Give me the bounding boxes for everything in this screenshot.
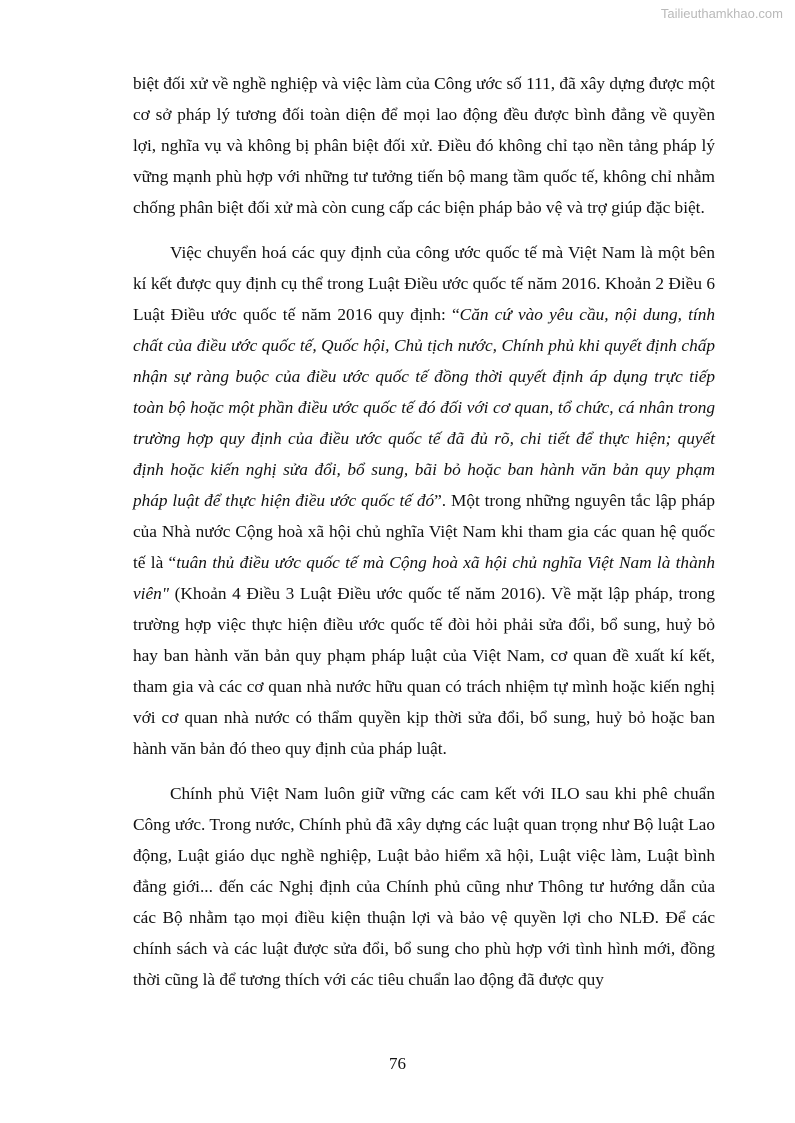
paragraph-text: biệt đối xử về nghề nghiệp và việc làm của Công ước số 111, đã xây dựng được một cơ sở pháp lý tương đối toàn diện để mọi lao động đều được bình đẳng về quyền lợi, nghĩa vụ và không bị phân biệt đối xử. Điều đó không chỉ tạo nền tảng pháp lý vững mạnh phù hợp với những tư tưởng tiến bộ mang tầm quốc tế, không chỉ nhằm chống phân biệt đối xử mà còn cung cấp các biện pháp bảo vệ và trợ giúp đặc biệt. — [133, 74, 715, 217]
quoted-clause: Căn cứ vào yêu cầu, nội dung, tính chất của điều ước quốc tế, Quốc hội, Chủ tịch nước, Chính phủ khi quyết định chấp nhận sự ràng buộc của điều ước quốc tế đồng thời quyết định áp dụng trực tiếp toàn bộ hoặc một phần điều ước quốc tế đó đối với cơ quan, tổ chức, cá nhân trong trường hợp quy định của điều ước quốc tế đã đủ rõ, chi tiết để thực hiện; quyết định hoặc kiến nghị sửa đổi, bổ sung, bãi bỏ hoặc ban hành văn bản quy phạm pháp luật để thực hiện điều ước quốc tế đó — [133, 305, 715, 510]
quoted-principle: tuân thủ điều ước quốc tế mà Cộng hoà xã hội chủ nghĩa Việt Nam là thành viên" — [133, 553, 715, 603]
paragraph-continuation — [133, 68, 715, 223]
watermark: Tailieuthamkhao.com — [660, 6, 783, 21]
paragraph-text: (Khoản 4 Điều 3 Luật Điều ước quốc tế năm 2016). Về mặt lập pháp, trong trường hợp việc thực hiện điều ước quốc tế đòi hỏi phải sửa đổi, bổ sung, huỷ bỏ hay ban hành văn bản quy phạm pháp luật của Việt Nam, cơ quan đề xuất kí kết, tham gia và các cơ quan nhà nước hữu quan có trách nhiệm tự mình hoặc kiến nghị với cơ quan nhà nước có thẩm quyền kịp thời sửa đổi, bổ sung, huỷ bỏ hoặc ban hành văn bản đó theo quy định của pháp luật. — [133, 584, 715, 758]
paragraph-treaty-law — [133, 237, 715, 764]
paragraph-text: Việc chuyển hoá các quy định của công ước quốc tế mà Việt Nam là một bên kí kết được quy định cụ thể trong Luật Điều ước quốc tế năm 2016. Khoản 2 Điều 6 Luật Điều ước quốc tế năm 2016 quy định: “ — [133, 243, 715, 324]
paragraph-government-commitments — [133, 778, 715, 995]
paragraph-text: ”. Một trong những nguyên tắc lập pháp của Nhà nước Cộng hoà xã hội chủ nghĩa Việt Nam khi tham gia các quan hệ quốc tế là “ — [133, 491, 715, 572]
document-body — [133, 68, 715, 995]
paragraph-text: Chính phủ Việt Nam luôn giữ vững các cam kết với ILO sau khi phê chuẩn Công ước. Trong nước, Chính phủ đã xây dựng các luật quan trọng như Bộ luật Lao động, Luật giáo dục nghề nghiệp, Luật bảo hiểm xã hội, Luật việc làm, Luật bình đẳng giới... đến các Nghị định của Chính phủ cũng như Thông tư hướng dẫn của các Bộ nhằm tạo mọi điều kiện thuận lợi và bảo vệ quyền lợi cho NLĐ. Để các chính sách và các luật được sửa đổi, bổ sung cho phù hợp với tình hình mới, đồng thời cũng là để tương thích với các tiêu chuẩn lao động đã được quy — [133, 784, 715, 989]
page-number: 76 — [389, 1054, 406, 1073]
